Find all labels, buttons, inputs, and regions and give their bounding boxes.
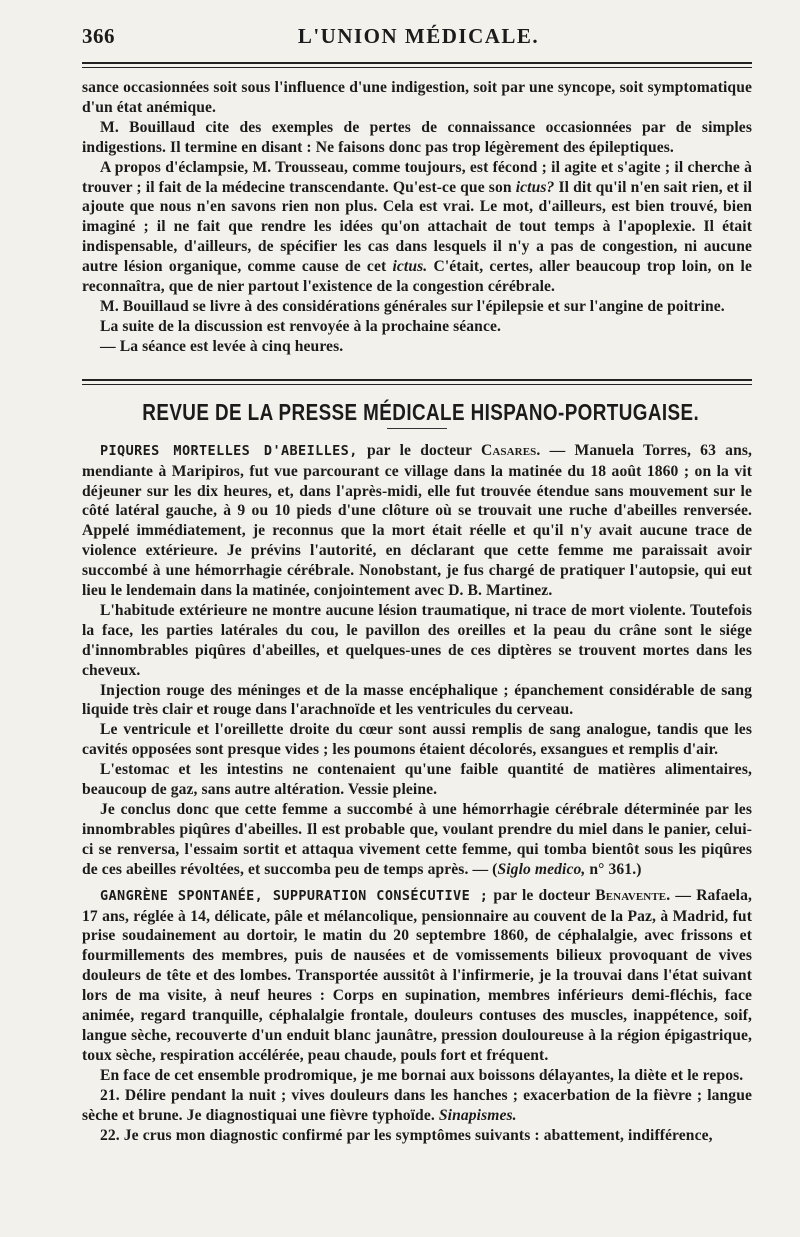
paragraph: M. Bouillaud se livre à des considérations générales sur l'épilepsie et sur l'angine de poitrine. bbox=[100, 297, 725, 315]
article-gangrene bbox=[82, 886, 752, 1066]
italic-run: Sinapismes. bbox=[438, 1106, 517, 1124]
author-name: Benavente. bbox=[595, 886, 671, 904]
author-name: Casares. bbox=[481, 441, 541, 459]
page-header bbox=[82, 24, 752, 58]
paragraph-conclusion bbox=[82, 800, 752, 880]
source-citation: Siglo medico, bbox=[497, 860, 586, 878]
text-run: C'était, certes, aller beaucoup trop loin, on le reconnaîtra, que de nier partout l'existence de la congestion cérébrale. bbox=[82, 258, 752, 296]
paragraph: L'estomac et les intestins ne contenaient qu'une faible quantité de matières alimentaires, beaucoup de gaz, sans autre altération. Vessie pleine. bbox=[82, 761, 752, 799]
page-number: 366 bbox=[82, 24, 115, 48]
article-heading: GANGRÈNE SPONTANÉE, SUPPURATION CONSÉCUTIVE ; bbox=[100, 887, 489, 904]
italic-run: ictus? bbox=[515, 178, 555, 196]
paragraph: — La séance est levée à cinq heures. bbox=[100, 337, 344, 355]
paragraph: L'habitude extérieure ne montre aucune lésion traumatique, ni trace de mort violente. Toutefois la face, les parties latérales du cou, le pavillon des oreilles et la peau du crâne sont le siége d'innombrables piqûres d'abeilles, et quelques-unes de ces diptères se trouvent mortes dans les cheveux. bbox=[82, 601, 752, 679]
paragraph: Le ventricule et l'oreillette droite du cœur sont aussi remplis de sang analogue, tandis que les cavités opposées sont presque vides ; les poumons étaient décolorés, exsangues et remplis d'air. bbox=[82, 721, 752, 759]
text-run: Il dit qu'il n'en sait rien, et il ajoute que nous n'en savons rien non plus. Cela est vrai. Le mot, d'ailleurs, est bien trouvé, bien imaginé ; il ne fait que rendre les idées qu'on attachait de tout temps à l'apoplexie. Il était indispensable, d'ailleurs, de spécifier les cas dans lesquels il n'y a pas de congestion, ni aucune autre lésion organique, comme cause de cet bbox=[82, 178, 752, 276]
article-heading: PIQURES MORTELLES D'ABEILLES, bbox=[100, 442, 358, 459]
paragraph: Injection rouge des méninges et de la masse encéphalique ; épanchement considérable de sang liquide très clair et rouge dans l'arachnoïde et les ventricules du cerveau. bbox=[82, 681, 752, 719]
text-run: n° 361.) bbox=[585, 860, 642, 878]
paragraph-day-21 bbox=[82, 1086, 752, 1126]
paragraph: M. Bouillaud cite des exemples de pertes de connaissance occasionnées par de simples indigestions. Il termine en disant : Ne faisons donc pas trop légèrement des épileptiques. bbox=[82, 118, 752, 156]
header-rule bbox=[82, 62, 752, 68]
text-run: — Manuela Torres, 63 ans, mendiante à Maripiros, fut vue parcourant ce village dans la matinée du 18 août 1860 ; on la vit déjeuner sur les dix heures, et, dans l'après-midi, elle fut trouvée étendue sans mouvement sur le côté latéral gauche, à 9 ou 10 pieds d'une clôture où se trouvait une ruche d'abeilles renversée. Appelé immédiatement, je reconnus que la mort était réelle et qu'il n'y avait aucune trace de violence extérieure. Je prévins l'autorité, en déclarant que cette femme me paraissait avoir succombé à une hémorrhagie cérébrale. Nonobstant, je fus chargé de pratiquer l'autopsie, qui eut lieu le lendemain dans la matinée, conjointement avec D. B. Martinez. bbox=[82, 441, 753, 600]
section-title: REVUE DE LA PRESSE MÉDICALE HISPANO-PORTUGAISE. bbox=[142, 398, 700, 425]
text-run: par le docteur bbox=[357, 441, 481, 459]
paragraph: 22. Je crus mon diagnostic confirmé par les symptômes suivants : abattement, indifférence, bbox=[100, 1126, 713, 1144]
italic-run: ictus. bbox=[392, 258, 428, 276]
section-rule bbox=[82, 379, 752, 385]
paragraph: En face de cet ensemble prodromique, je me bornai aux boissons délayantes, la diète et le repos. bbox=[100, 1066, 744, 1084]
text-run: A propos d'éclampsie, M. Trousseau, comme toujours, est fécond ; il agite et s'agite ; il cherche à trouver ; il fait de la médecine transcendante. Qu'est-ce que son bbox=[82, 158, 752, 196]
text-run: — Rafaela, 17 ans, réglée à 14, délicate, pâle et mélancolique, pensionnaire au couvent de la Paz, à Madrid, fut prise soudainement au dortoir, le matin du 20 septembre 1860, de céphalalgie, avec frissons et fourmillements des membres, puis de nausées et de vomissements bilieux provoquant de vives douleurs de tête et des lombes. Transportée aussitôt à l'infirmerie, je la trouvai dans l'état suivant lors de ma visite, à neuf heures : Corps en supination, membres inférieurs demi-fléchis, face animée, regard tranquille, céphalalgie frontale, douleurs contuses des muscles, inappétence, soif, langue sèche, recouverte d'un enduit blanc jaunâtre, pression douloureuse à la région épigastrique, toux sèche, respiration accélérée, peau chaude, pouls fort et fréquent. bbox=[82, 886, 752, 1064]
paragraph: sance occasionnées soit sous l'influence d'une indigestion, soit par une syncope, soit symptomatique d'un état anémique. bbox=[82, 79, 752, 116]
title-underline bbox=[387, 428, 447, 429]
journal-title: L'UNION MÉDICALE. bbox=[297, 24, 540, 48]
paragraph-trousseau bbox=[82, 158, 752, 297]
text-run: 21. Délire pendant la nuit ; vives douleurs dans les hanches ; exacerbation de la fièvre ; langue sèche et brune. Je diagnostiquai une fièvre typhoïde. bbox=[82, 1086, 752, 1124]
article-bee-stings bbox=[82, 441, 752, 601]
text-run: par le docteur bbox=[488, 886, 596, 904]
text-run: Je conclus donc que cette femme a succombé à une hémorrhagie cérébrale déterminée par les innombrables piqûres d'abeilles. Il est probable que, voulant prendre du miel dans le panier, celui-ci se renversa, l'essaim sortit et attaqua vivement cette femme, qui tomba bientôt sous les piqûres de ces abeilles révoltées, et succomba peu de temps après. — ( bbox=[82, 801, 752, 878]
paragraph: La suite de la discussion est renvoyée à la prochaine séance. bbox=[100, 317, 501, 335]
